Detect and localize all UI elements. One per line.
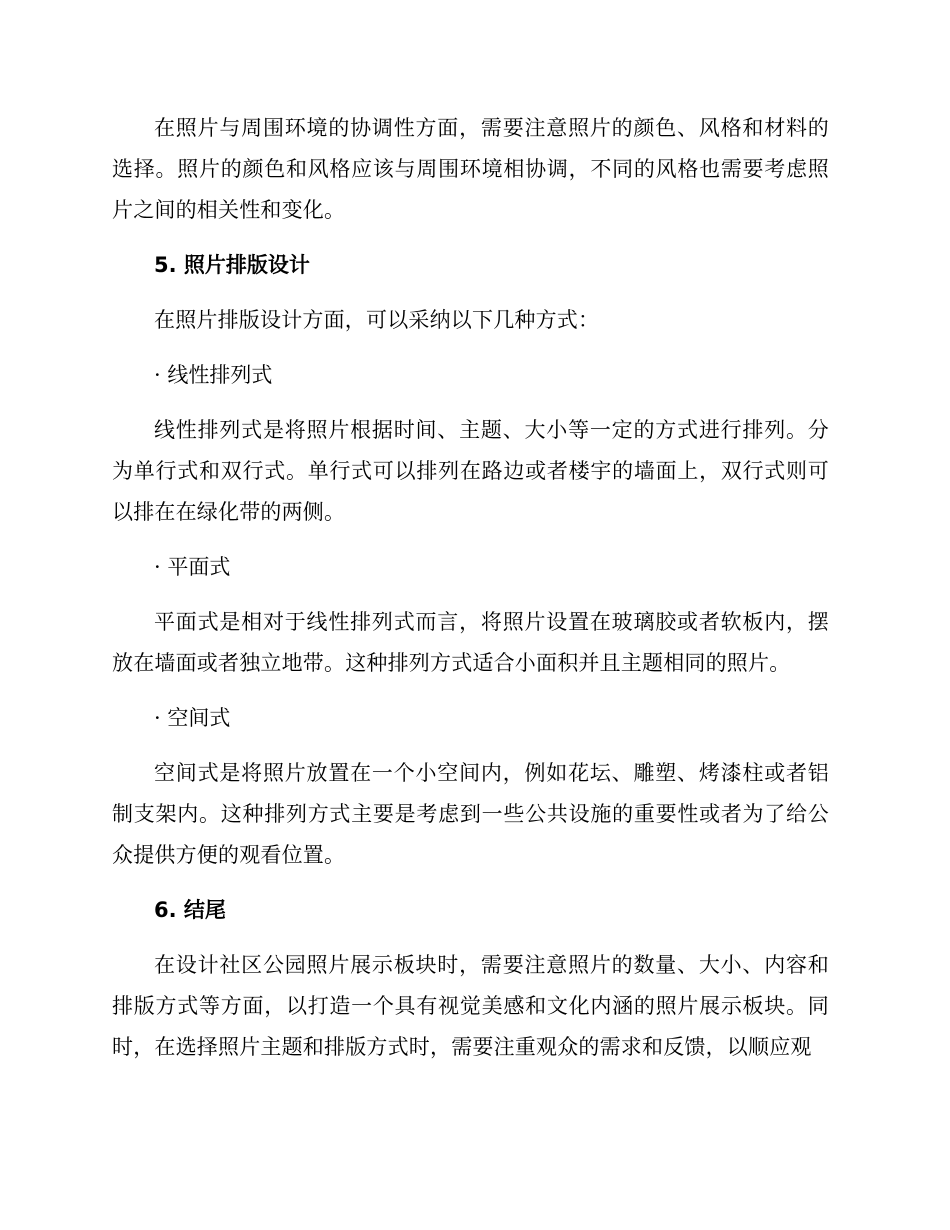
section-heading-conclusion: 6. 结尾 xyxy=(154,898,226,922)
bullet-linear-arrangement: · 线性排列式 xyxy=(154,363,273,387)
paragraph-planar-arrangement: 平面式是相对于线性排列式而言，将照片设置在玻璃胶或者软板内，摆放在墙面或者独立地带。这种排列方式适合小面积并且主题相同的照片。 xyxy=(112,610,829,675)
paragraph-spatial-arrangement: 空间式是将照片放置在一个小空间内，例如花坛、雕塑、烤漆柱或者铝制支架内。这种排列方式主要是考虑到一些公共设施的重要性或者为了给公众提供方便的观看位置。 xyxy=(112,761,829,867)
paragraph-linear-arrangement: 线性排列式是将照片根据时间、主题、大小等一定的方式进行排列。分为单行式和双行式。单行式可以排列在路边或者楼宇的墙面上，双行式则可以排在在绿化带的两侧。 xyxy=(112,418,829,524)
paragraph-environment-harmony: 在照片与周围环境的协调性方面，需要注意照片的颜色、风格和材料的选择。照片的颜色和风格应该与周围环境相协调，不同的风格也需要考虑照片之间的相关性和变化。 xyxy=(112,116,829,222)
document-body xyxy=(112,108,829,1082)
paragraph-layout-intro: 在照片排版设计方面，可以采纳以下几种方式： xyxy=(154,308,600,332)
section-heading-layout-design: 5. 照片排版设计 xyxy=(154,253,310,277)
bullet-spatial-arrangement: · 空间式 xyxy=(154,706,231,730)
bullet-planar-arrangement: · 平面式 xyxy=(154,555,231,579)
paragraph-conclusion: 在设计社区公园照片展示板块时，需要注意照片的数量、大小、内容和排版方式等方面，以打造一个具有视觉美感和文化内涵的照片展示板块。同时，在选择照片主题和排版方式时，需要注重观众的需求和反馈，以顺应观 xyxy=(112,953,829,1059)
